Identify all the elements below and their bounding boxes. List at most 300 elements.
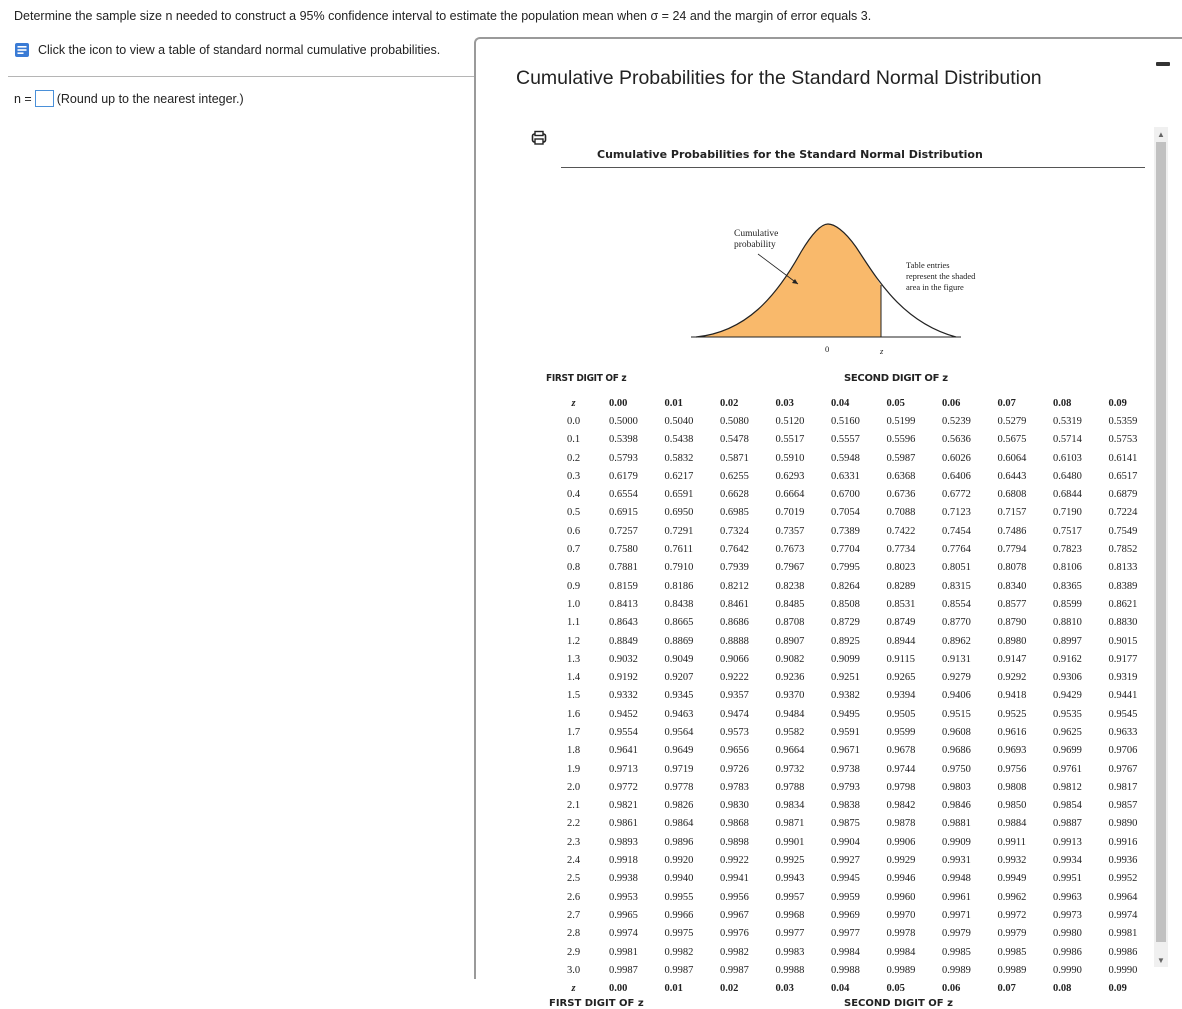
column-header: 0.05 <box>886 397 905 409</box>
probability-cell: 0.7673 <box>775 544 805 556</box>
probability-cell: 0.9664 <box>775 745 805 757</box>
probability-cell: 0.6664 <box>775 489 805 501</box>
probability-cell: 0.6217 <box>664 470 694 482</box>
probability-cell: 0.6064 <box>997 452 1027 464</box>
probability-cell: 0.9854 <box>1053 800 1082 812</box>
probability-cell: 0.8944 <box>886 635 916 647</box>
z-value: 0.4 <box>566 489 581 501</box>
table-row <box>546 668 1160 686</box>
probability-cell: 0.8830 <box>1108 617 1138 629</box>
probability-cell: 0.9887 <box>1053 818 1082 830</box>
probability-cell: 0.9983 <box>775 946 805 958</box>
axis-zero-label: 0 <box>825 344 830 354</box>
probability-cell: 0.9964 <box>1108 891 1138 903</box>
probability-cell: 0.9987 <box>609 964 638 976</box>
probability-cell: 0.8577 <box>997 598 1027 610</box>
probability-cell: 0.9719 <box>664 763 694 775</box>
probability-cell: 0.6950 <box>664 507 694 519</box>
probability-cell: 0.8413 <box>609 598 638 610</box>
footer-second-digit-label: SECOND DIGIT OF z <box>844 998 953 1009</box>
probability-cell: 0.9948 <box>942 873 971 885</box>
z-value: 1.6 <box>566 708 581 720</box>
probability-cell: 0.9957 <box>775 891 805 903</box>
probability-cell: 0.7852 <box>1108 544 1138 556</box>
probability-cell: 0.9177 <box>1108 653 1138 665</box>
probability-cell: 0.5000 <box>609 415 638 427</box>
table-row <box>546 742 1160 760</box>
probability-cell: 0.8599 <box>1053 598 1082 610</box>
question-text: Determine the sample size n needed to construct a 95% confidence interval to estimate the population mean when σ = 24 and the margin of error equals 3. <box>14 9 872 23</box>
probability-cell: 0.8461 <box>720 598 749 610</box>
probability-cell: 0.9345 <box>664 690 694 702</box>
probability-cell: 0.9909 <box>942 836 971 848</box>
probability-cell: 0.9981 <box>609 946 638 958</box>
probability-cell: 0.9484 <box>775 708 805 720</box>
probability-cell: 0.9974 <box>1108 909 1138 921</box>
probability-cell: 0.5478 <box>720 434 749 446</box>
probability-cell: 0.9767 <box>1108 763 1138 775</box>
probability-cell: 0.6808 <box>997 489 1027 501</box>
probability-cell: 0.7357 <box>775 525 805 537</box>
probability-cell: 0.9975 <box>664 928 694 940</box>
probability-cell: 0.9599 <box>886 726 916 738</box>
probability-cell: 0.6879 <box>1108 489 1138 501</box>
probability-cell: 0.9922 <box>720 855 749 867</box>
probability-cell: 0.7910 <box>664 562 694 574</box>
probability-cell: 0.9927 <box>831 855 860 867</box>
second-digit-label: SECOND DIGIT OF z <box>844 373 948 384</box>
probability-cell: 0.9878 <box>886 818 916 830</box>
probability-cell: 0.8531 <box>886 598 916 610</box>
probability-cell: 0.9332 <box>609 690 638 702</box>
probability-cell: 0.8315 <box>942 580 971 592</box>
probability-cell: 0.8078 <box>997 562 1027 574</box>
probability-cell: 0.9812 <box>1053 781 1082 793</box>
probability-cell: 0.5279 <box>997 415 1027 427</box>
probability-cell: 0.7454 <box>942 525 971 537</box>
probability-cell: 0.9798 <box>886 781 916 793</box>
probability-cell: 0.9292 <box>997 672 1027 684</box>
probability-cell: 0.9693 <box>997 745 1027 757</box>
probability-cell: 0.9941 <box>720 873 749 885</box>
answer-row <box>14 90 244 107</box>
shaded-area <box>696 224 881 337</box>
probability-cell: 0.9591 <box>831 726 860 738</box>
probability-cell: 0.9982 <box>720 946 749 958</box>
print-icon[interactable] <box>531 130 547 146</box>
probability-cell: 0.8389 <box>1108 580 1138 592</box>
probability-cell: 0.5160 <box>831 415 860 427</box>
probability-cell: 0.9985 <box>942 946 971 958</box>
probability-cell: 0.7517 <box>1053 525 1082 537</box>
z-value: 0.6 <box>566 525 581 537</box>
probability-cell: 0.8708 <box>775 617 805 629</box>
probability-cell: 0.9850 <box>997 800 1027 812</box>
probability-cell: 0.9913 <box>1053 836 1082 848</box>
probability-cell: 0.5120 <box>775 415 805 427</box>
probability-cell: 0.9495 <box>831 708 860 720</box>
first-digit-label: FIRST DIGIT OF z <box>546 373 627 384</box>
probability-cell: 0.9429 <box>1053 690 1082 702</box>
probability-cell: 0.5398 <box>609 434 638 446</box>
probability-cell: 0.6406 <box>942 470 971 482</box>
probability-cell: 0.9406 <box>942 690 971 702</box>
column-header: 0.08 <box>1053 397 1072 409</box>
probability-cell: 0.9968 <box>775 909 805 921</box>
probability-cell: 0.9986 <box>1108 946 1138 958</box>
table-row <box>546 925 1160 943</box>
probability-cell: 0.7224 <box>1108 507 1138 519</box>
probability-cell: 0.6179 <box>609 470 638 482</box>
table-header-row <box>546 394 1160 412</box>
probability-cell: 0.7764 <box>942 544 971 556</box>
probability-cell: 0.9966 <box>664 909 694 921</box>
probability-cell: 0.9962 <box>997 891 1027 903</box>
probability-cell: 0.9932 <box>997 855 1027 867</box>
probability-cell: 0.9382 <box>831 690 860 702</box>
probability-cell: 0.9162 <box>1053 653 1082 665</box>
probability-cell: 0.9147 <box>997 653 1027 665</box>
probability-cell: 0.9394 <box>886 690 916 702</box>
z-value: 0.3 <box>566 470 581 482</box>
probability-cell: 0.9678 <box>886 745 916 757</box>
z-value: 2.4 <box>566 855 581 867</box>
z-value: 1.8 <box>566 745 581 757</box>
column-footer: 0.02 <box>720 983 739 995</box>
column-header: 0.03 <box>775 397 794 409</box>
probability-cell: 0.9949 <box>997 873 1027 885</box>
probability-cell: 0.9207 <box>664 672 694 684</box>
probability-cell: 0.9893 <box>609 836 638 848</box>
probability-cell: 0.9032 <box>609 653 638 665</box>
probability-cell: 0.9979 <box>942 928 971 940</box>
probability-cell: 0.9803 <box>942 781 971 793</box>
scroll-down-icon[interactable]: ▼ <box>1157 956 1165 965</box>
z-value: 1.1 <box>566 617 581 629</box>
z-value: 2.1 <box>566 800 581 812</box>
probability-cell: 0.8485 <box>775 598 805 610</box>
probability-cell: 0.8365 <box>1053 580 1082 592</box>
cumulative-label: Cumulative probability <box>734 229 779 250</box>
probability-cell: 0.9980 <box>1053 928 1082 940</box>
probability-cell: 0.6844 <box>1053 489 1082 501</box>
probability-cell: 0.9706 <box>1108 745 1138 757</box>
probability-cell: 0.5987 <box>886 452 916 464</box>
divider <box>8 76 474 77</box>
table-row <box>546 723 1160 741</box>
z-value: 1.0 <box>566 598 581 610</box>
column-header: 0.02 <box>720 397 739 409</box>
probability-cell: 0.5040 <box>664 415 694 427</box>
probability-cell: 0.9750 <box>942 763 971 775</box>
probability-cell: 0.8264 <box>831 580 860 592</box>
probability-cell: 0.9982 <box>664 946 694 958</box>
probability-cell: 0.9989 <box>886 964 916 976</box>
probability-cell: 0.9732 <box>775 763 805 775</box>
probability-cell: 0.9989 <box>942 964 971 976</box>
probability-cell: 0.9940 <box>664 873 694 885</box>
probability-cell: 0.5596 <box>886 434 916 446</box>
probability-cell: 0.9938 <box>609 873 638 885</box>
z-value: 1.4 <box>566 672 581 684</box>
minimize-button[interactable] <box>1156 62 1170 66</box>
probability-cell: 0.9868 <box>720 818 749 830</box>
column-footer: 0.06 <box>942 983 961 995</box>
probability-cell: 0.9971 <box>942 909 971 921</box>
table-row <box>546 431 1160 449</box>
z-value: 2.9 <box>566 946 581 958</box>
z-value: 2.0 <box>566 781 581 793</box>
probability-cell: 0.9960 <box>886 891 916 903</box>
z-value: 0.1 <box>566 434 581 446</box>
probability-cell: 0.9452 <box>609 708 638 720</box>
probability-cell: 0.7939 <box>720 562 749 574</box>
table-hint[interactable] <box>14 42 440 58</box>
table-row <box>546 888 1160 906</box>
probability-cell: 0.6985 <box>720 507 749 519</box>
probability-cell: 0.8925 <box>831 635 860 647</box>
table-row <box>546 412 1160 430</box>
probability-cell: 0.9951 <box>1053 873 1082 885</box>
z-value: 2.6 <box>566 891 581 903</box>
table-row <box>546 449 1160 467</box>
answer-suffix: (Round up to the nearest integer.) <box>56 91 244 106</box>
probability-cell: 0.9990 <box>1053 964 1082 976</box>
probability-cell: 0.8106 <box>1053 562 1082 574</box>
probability-cell: 0.7881 <box>609 562 638 574</box>
probability-cell: 0.9976 <box>720 928 749 940</box>
z-value: 1.5 <box>566 690 581 702</box>
probability-cell: 0.9463 <box>664 708 694 720</box>
probability-cell: 0.7642 <box>720 544 749 556</box>
table-row <box>546 705 1160 723</box>
probability-cell: 0.9952 <box>1108 873 1138 885</box>
probability-cell: 0.9608 <box>942 726 971 738</box>
probability-cell: 0.7291 <box>664 525 694 537</box>
column-header: 0.07 <box>997 397 1016 409</box>
footer-first-digit-label: FIRST DIGIT OF z <box>549 998 644 1009</box>
probability-cell: 0.9985 <box>997 946 1027 958</box>
probability-cell: 0.7794 <box>997 544 1027 556</box>
probability-cell: 0.9115 <box>886 653 915 665</box>
table-row <box>546 504 1160 522</box>
probability-cell: 0.8849 <box>609 635 638 647</box>
probability-cell: 0.9306 <box>1053 672 1082 684</box>
probability-cell: 0.9066 <box>720 653 749 665</box>
z-value: 1.9 <box>566 763 581 775</box>
probability-cell: 0.6736 <box>886 489 916 501</box>
probability-cell: 0.9699 <box>1053 745 1082 757</box>
probability-cell: 0.5438 <box>664 434 694 446</box>
probability-cell: 0.8212 <box>720 580 749 592</box>
probability-cell: 0.6103 <box>1053 452 1082 464</box>
probability-cell: 0.9319 <box>1108 672 1138 684</box>
probability-cell: 0.9920 <box>664 855 694 867</box>
table-row <box>546 595 1160 613</box>
probability-cell: 0.9898 <box>720 836 749 848</box>
probability-cell: 0.8665 <box>664 617 694 629</box>
probability-cell: 0.5557 <box>831 434 860 446</box>
probability-cell: 0.9633 <box>1108 726 1138 738</box>
probability-cell: 0.9925 <box>775 855 805 867</box>
probability-cell: 0.9772 <box>609 781 638 793</box>
column-header: 0.09 <box>1108 397 1127 409</box>
probability-cell: 0.7019 <box>775 507 805 519</box>
probability-cell: 0.9573 <box>720 726 749 738</box>
z-value: 2.8 <box>566 928 581 940</box>
probability-cell: 0.9821 <box>609 800 638 812</box>
probability-cell: 0.9978 <box>886 928 916 940</box>
probability-cell: 0.9505 <box>886 708 916 720</box>
probability-cell: 0.9974 <box>609 928 638 940</box>
probability-cell: 0.8888 <box>720 635 749 647</box>
probability-cell: 0.9265 <box>886 672 916 684</box>
probability-cell: 0.7054 <box>831 507 860 519</box>
probability-cell: 0.9441 <box>1108 690 1138 702</box>
probability-cell: 0.8962 <box>942 635 971 647</box>
probability-cell: 0.9192 <box>609 672 638 684</box>
probability-cell: 0.9641 <box>609 745 638 757</box>
probability-cell: 0.9656 <box>720 745 749 757</box>
table-row <box>546 906 1160 924</box>
z-value: 1.7 <box>566 726 581 738</box>
table-row <box>546 870 1160 888</box>
probability-cell: 0.9082 <box>775 653 805 665</box>
probability-cell: 0.5948 <box>831 452 860 464</box>
probability-cell: 0.9979 <box>997 928 1027 940</box>
probability-cell: 0.9984 <box>886 946 916 958</box>
probability-cell: 0.9967 <box>720 909 749 921</box>
probability-cell: 0.9896 <box>664 836 694 848</box>
probability-cell: 0.8133 <box>1108 562 1138 574</box>
probability-cell: 0.5675 <box>997 434 1027 446</box>
probability-cell: 0.8790 <box>997 617 1027 629</box>
probability-cell: 0.8643 <box>609 617 638 629</box>
probability-cell: 0.8340 <box>997 580 1027 592</box>
probability-cell: 0.9987 <box>720 964 749 976</box>
table-scroll-area[interactable] <box>476 127 1182 1009</box>
probability-cell: 0.9474 <box>720 708 749 720</box>
table-row <box>546 851 1160 869</box>
probability-cell: 0.9953 <box>609 891 638 903</box>
probability-cell: 0.9842 <box>886 800 916 812</box>
probability-cell: 0.9987 <box>664 964 694 976</box>
probability-cell: 0.9931 <box>942 855 971 867</box>
probability-cell: 0.9969 <box>831 909 860 921</box>
z-value: 0.5 <box>566 507 581 519</box>
probability-cell: 0.9099 <box>831 653 860 665</box>
column-footer: 0.08 <box>1053 983 1072 995</box>
table-icon[interactable] <box>14 42 30 58</box>
z-value: 0.9 <box>566 580 581 592</box>
scrollbar-thumb[interactable] <box>1156 142 1166 942</box>
table-row <box>546 833 1160 851</box>
table-row <box>546 540 1160 558</box>
column-footer: 0.03 <box>775 983 794 995</box>
column-header: 0.00 <box>609 397 628 409</box>
probability-cell: 0.7734 <box>886 544 916 556</box>
probability-cell: 0.8729 <box>831 617 860 629</box>
probability-cell: 0.6331 <box>831 470 860 482</box>
probability-cell: 0.6255 <box>720 470 749 482</box>
probability-cell: 0.9945 <box>831 873 860 885</box>
probability-cell: 0.8186 <box>664 580 694 592</box>
column-footer: 0.04 <box>831 983 850 995</box>
probability-cell: 0.9959 <box>831 891 860 903</box>
probability-cell: 0.5832 <box>664 452 694 464</box>
probability-cell: 0.9616 <box>997 726 1027 738</box>
table-row <box>546 797 1160 815</box>
probability-cell: 0.9564 <box>664 726 694 738</box>
probability-cell: 0.9525 <box>997 708 1027 720</box>
probability-cell: 0.9582 <box>775 726 805 738</box>
table-row <box>546 815 1160 833</box>
probability-cell: 0.8051 <box>942 562 971 574</box>
probability-cell: 0.9977 <box>775 928 805 940</box>
probability-cell: 0.9713 <box>609 763 638 775</box>
hint-text: Click the icon to view a table of standard normal cumulative probabilities. <box>38 43 441 57</box>
column-header: 0.01 <box>664 397 683 409</box>
probability-cell: 0.9808 <box>997 781 1027 793</box>
answer-input[interactable] <box>35 90 54 107</box>
probability-cell: 0.6517 <box>1108 470 1138 482</box>
scroll-up-icon[interactable]: ▲ <box>1157 130 1165 139</box>
probability-cell: 0.5359 <box>1108 415 1138 427</box>
z-value: 2.3 <box>566 836 581 848</box>
probability-cell: 0.7257 <box>609 525 638 537</box>
table-row <box>546 760 1160 778</box>
column-footer: 0.05 <box>886 983 905 995</box>
scrollbar[interactable] <box>1154 127 1168 967</box>
probability-cell: 0.9857 <box>1108 800 1138 812</box>
probability-cell: 0.9778 <box>664 781 694 793</box>
probability-cell: 0.9738 <box>831 763 860 775</box>
probability-cell: 0.9515 <box>942 708 971 720</box>
title-rule <box>561 167 1145 168</box>
table-row <box>546 577 1160 595</box>
probability-cell: 0.9901 <box>775 836 805 848</box>
probability-cell: 0.9988 <box>775 964 805 976</box>
probability-cell: 0.6772 <box>942 489 971 501</box>
probability-cell: 0.6368 <box>886 470 916 482</box>
probability-cell: 0.9788 <box>775 781 805 793</box>
probability-cell: 0.5636 <box>942 434 971 446</box>
table-row <box>546 943 1160 961</box>
probability-cell: 0.9545 <box>1108 708 1138 720</box>
z-value: 2.2 <box>566 818 581 830</box>
probability-cell: 0.9625 <box>1053 726 1082 738</box>
probability-cell: 0.9871 <box>775 818 805 830</box>
z-value: 0.2 <box>566 452 581 464</box>
table-row <box>546 687 1160 705</box>
probability-cell: 0.9936 <box>1108 855 1138 867</box>
table-footer-row <box>546 980 1160 998</box>
table-row <box>546 559 1160 577</box>
probability-cell: 0.9918 <box>609 855 638 867</box>
probability-cell: 0.9961 <box>942 891 971 903</box>
z-footer: z <box>571 983 576 995</box>
probability-table-panel <box>474 37 1182 1009</box>
probability-cell: 0.7324 <box>720 525 749 537</box>
probability-cell: 0.5910 <box>775 452 805 464</box>
probability-cell: 0.6293 <box>775 470 805 482</box>
entries-label: Table entries represent the shaded area in the figure <box>906 260 976 292</box>
z-value: 2.7 <box>566 909 581 921</box>
probability-cell: 0.6141 <box>1108 452 1138 464</box>
table-row <box>546 485 1160 503</box>
probability-cell: 0.8770 <box>942 617 971 629</box>
z-value: 1.2 <box>566 635 581 647</box>
